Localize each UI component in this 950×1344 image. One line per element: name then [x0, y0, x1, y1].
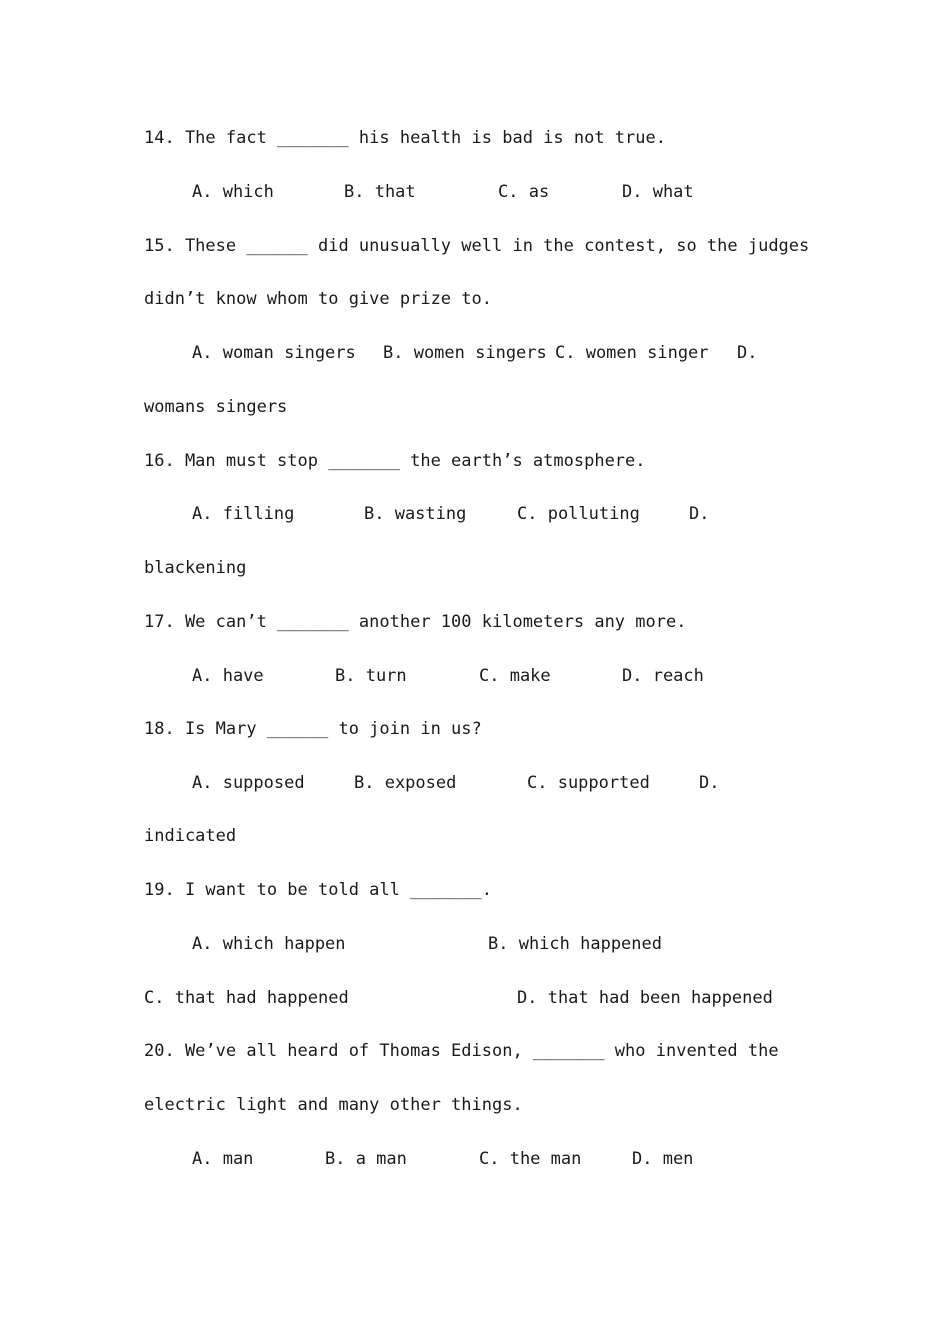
option-d: D. — [689, 504, 710, 524]
question-15-stem-cont: didn’t know whom to give prize to. — [144, 289, 492, 309]
option-c: C. women singer — [555, 343, 709, 363]
question-15-stem: 15. These ______ did unusually well in the contest, so the judges — [144, 236, 810, 256]
option-c: C. polluting — [517, 504, 640, 524]
option-b: B. which happened — [488, 934, 662, 954]
option-b: B. wasting — [364, 504, 467, 524]
option-c: C. supported — [527, 773, 650, 793]
question-14-stem: 14. The fact _______ his health is bad is not true. — [144, 128, 666, 148]
option-d: D. — [699, 773, 720, 793]
question-16-stem: 16. Man must stop _______ the earth’s atmosphere. — [144, 451, 646, 471]
option-d-text: indicated — [144, 826, 237, 846]
option-d: D. reach — [622, 666, 704, 686]
option-a: A. woman singers — [192, 343, 356, 363]
question-20-stem-cont: electric light and many other things. — [144, 1095, 523, 1115]
question-18-stem: 18. Is Mary ______ to join in us? — [144, 719, 482, 739]
option-c: C. make — [479, 666, 551, 686]
option-d: D. men — [632, 1149, 694, 1169]
option-d: D. that had been happened — [517, 988, 773, 1008]
option-d: D. what — [622, 182, 694, 202]
question-20-options — [192, 1148, 694, 1258]
option-c: C. the man — [479, 1149, 582, 1169]
option-a: A. which — [192, 182, 274, 202]
option-b: B. that — [344, 182, 416, 202]
option-b: B. exposed — [354, 773, 457, 793]
option-d-text: blackening — [144, 558, 247, 578]
question-19-stem: 19. I want to be told all _______. — [144, 880, 492, 900]
question-17-stem: 17. We can’t _______ another 100 kilometers any more. — [144, 612, 687, 632]
option-a: A. filling — [192, 504, 295, 524]
option-d-text: womans singers — [144, 397, 288, 417]
option-c: C. as — [498, 182, 550, 202]
option-a: A. which happen — [192, 934, 346, 954]
option-c: C. that had happened — [144, 988, 349, 1008]
option-a: A. man — [192, 1149, 254, 1169]
option-b: B. turn — [335, 666, 407, 686]
option-b: B. women singers — [383, 343, 547, 363]
option-d: D. — [737, 343, 758, 363]
option-b: B. a man — [325, 1149, 407, 1169]
option-a: A. have — [192, 666, 264, 686]
question-20-stem: 20. We’ve all heard of Thomas Edison, _______ who invented the — [144, 1041, 779, 1061]
option-a: A. supposed — [192, 773, 305, 793]
